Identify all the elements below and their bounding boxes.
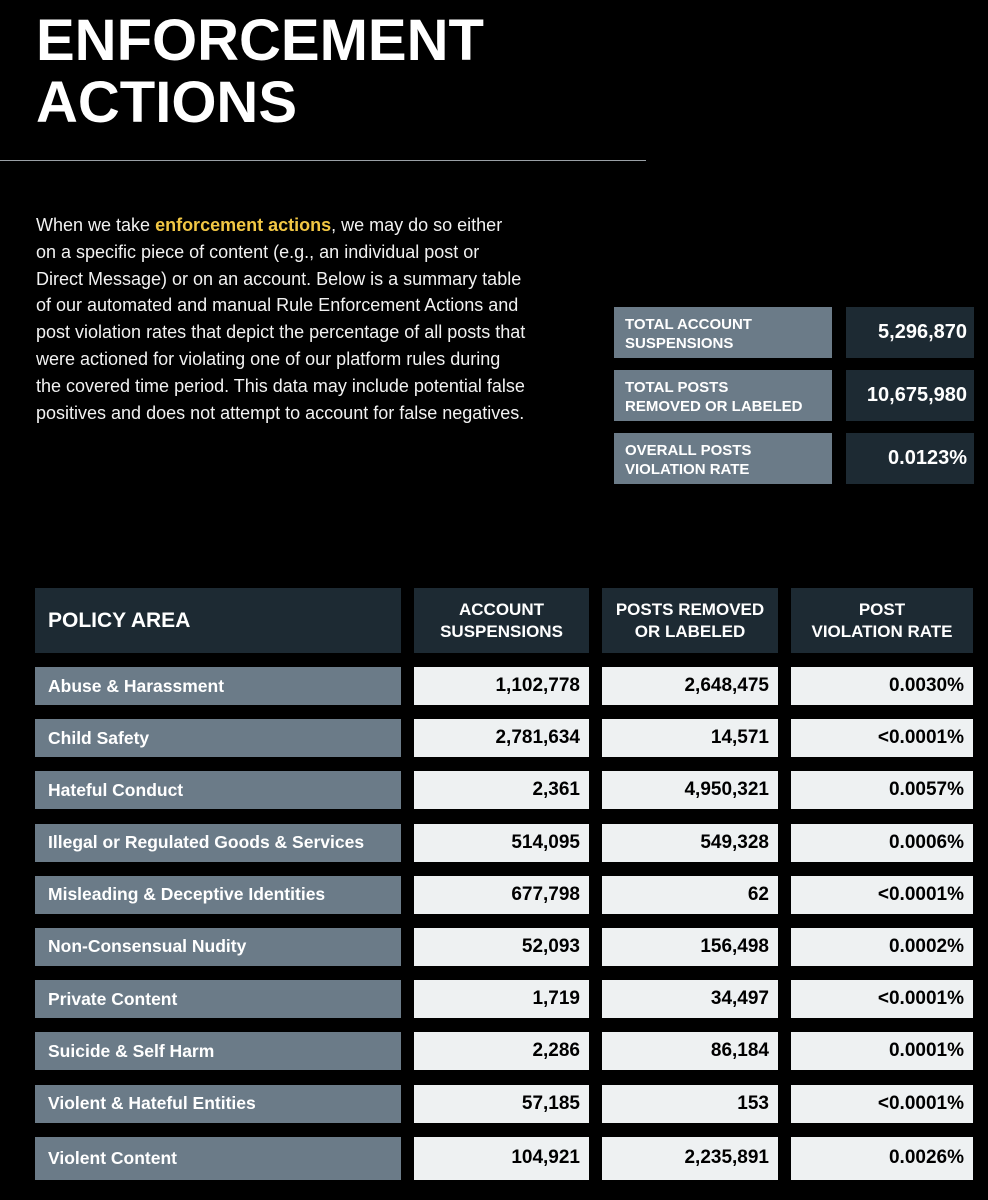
violation-rate-cell: 0.0057% bbox=[791, 771, 973, 809]
violation-rate-cell: 0.0001% bbox=[791, 1032, 973, 1070]
violation-rate-cell: <0.0001% bbox=[791, 876, 973, 914]
header-line: SUSPENSIONS bbox=[440, 621, 563, 641]
table-row bbox=[35, 1032, 975, 1070]
page-title-line1: ENFORCEMENT bbox=[36, 8, 484, 73]
header-line: POST bbox=[858, 599, 906, 619]
posts-removed-cell: 156,498 bbox=[602, 928, 778, 966]
summary-value: 0.0123% bbox=[846, 433, 974, 484]
account-suspensions-cell: 1,719 bbox=[414, 980, 589, 1018]
account-suspensions-cell: 2,286 bbox=[414, 1032, 589, 1070]
table-row bbox=[35, 719, 975, 757]
account-suspensions-cell: 57,185 bbox=[414, 1085, 589, 1123]
violation-rate-cell: <0.0001% bbox=[791, 719, 973, 757]
summary-label bbox=[614, 307, 832, 358]
account-suspensions-cell: 2,361 bbox=[414, 771, 589, 809]
summary-label-line1: TOTAL POSTS bbox=[625, 379, 729, 396]
policy-area-cell: Abuse & Harassment bbox=[35, 667, 401, 705]
posts-removed-cell: 153 bbox=[602, 1085, 778, 1123]
policy-area-cell: Hateful Conduct bbox=[35, 771, 401, 809]
summary-label-line1: TOTAL ACCOUNT bbox=[625, 316, 752, 333]
posts-removed-cell: 62 bbox=[602, 876, 778, 914]
violation-rate-cell: <0.0001% bbox=[791, 1085, 973, 1123]
intro-paragraph bbox=[36, 212, 526, 426]
posts-removed-cell: 4,950,321 bbox=[602, 771, 778, 809]
intro-text-before: When we take bbox=[36, 215, 156, 235]
summary-total-suspensions bbox=[614, 307, 974, 358]
posts-removed-cell: 34,497 bbox=[602, 980, 778, 1018]
posts-removed-cell: 549,328 bbox=[602, 824, 778, 862]
account-suspensions-cell: 514,095 bbox=[414, 824, 589, 862]
violation-rate-cell: 0.0002% bbox=[791, 928, 973, 966]
policy-area-cell: Suicide & Self Harm bbox=[35, 1032, 401, 1070]
header-posts-removed bbox=[602, 588, 778, 653]
violation-rate-cell: <0.0001% bbox=[791, 980, 973, 1018]
account-suspensions-cell: 52,093 bbox=[414, 928, 589, 966]
table-body bbox=[35, 667, 975, 1180]
title-divider bbox=[0, 160, 646, 161]
summary-total-posts-removed bbox=[614, 370, 974, 421]
table-row bbox=[35, 771, 975, 809]
summary-panel bbox=[614, 307, 974, 496]
table-row bbox=[35, 1137, 975, 1180]
posts-removed-cell: 2,235,891 bbox=[602, 1137, 778, 1180]
policy-area-cell: Violent & Hateful Entities bbox=[35, 1085, 401, 1123]
posts-removed-cell: 14,571 bbox=[602, 719, 778, 757]
table-row bbox=[35, 667, 975, 705]
policy-area-cell: Misleading & Deceptive Identities bbox=[35, 876, 401, 914]
account-suspensions-cell: 677,798 bbox=[414, 876, 589, 914]
summary-value: 10,675,980 bbox=[846, 370, 974, 421]
header-violation-rate bbox=[791, 588, 973, 653]
violation-rate-cell: 0.0030% bbox=[791, 667, 973, 705]
summary-label-line2: VIOLATION RATE bbox=[625, 461, 750, 478]
summary-label bbox=[614, 370, 832, 421]
violation-rate-cell: 0.0006% bbox=[791, 824, 973, 862]
table-header bbox=[35, 588, 975, 653]
intro-text-after: , we may do so either on a specific piece of content (e.g., an individual post or Direct Message) or on an account. Below is a summary table of our automated and manual Rule Enforcement Actions and post violation rates that depict the percentage of all posts that were actioned for violating one of our platform rules during the covered time period. This data may include potential false positives and does not attempt to account for false negatives. bbox=[36, 215, 526, 423]
table-row bbox=[35, 824, 975, 862]
policy-area-cell: Violent Content bbox=[35, 1137, 401, 1180]
policy-area-cell: Child Safety bbox=[35, 719, 401, 757]
account-suspensions-cell: 1,102,778 bbox=[414, 667, 589, 705]
table-row bbox=[35, 980, 975, 1018]
account-suspensions-cell: 104,921 bbox=[414, 1137, 589, 1180]
summary-label-line2: SUSPENSIONS bbox=[625, 335, 734, 352]
summary-label bbox=[614, 433, 832, 484]
header-line: VIOLATION RATE bbox=[811, 621, 953, 641]
summary-value: 5,296,870 bbox=[846, 307, 974, 358]
posts-removed-cell: 86,184 bbox=[602, 1032, 778, 1070]
enforcement-table bbox=[35, 588, 975, 1194]
violation-rate-cell: 0.0026% bbox=[791, 1137, 973, 1180]
header-account-suspensions bbox=[414, 588, 589, 653]
page-title bbox=[36, 10, 484, 134]
policy-area-cell: Non-Consensual Nudity bbox=[35, 928, 401, 966]
header-policy-area: POLICY AREA bbox=[35, 588, 401, 653]
posts-removed-cell: 2,648,475 bbox=[602, 667, 778, 705]
table-row bbox=[35, 876, 975, 914]
table-row bbox=[35, 1085, 975, 1123]
header-line: ACCOUNT bbox=[459, 599, 544, 619]
summary-label-line1: OVERALL POSTS bbox=[625, 442, 752, 459]
header-line: POSTS REMOVED bbox=[615, 599, 765, 619]
page-title-line2: ACTIONS bbox=[36, 70, 297, 135]
policy-area-cell: Illegal or Regulated Goods & Services bbox=[35, 824, 401, 862]
summary-label-line2: REMOVED OR LABELED bbox=[625, 398, 803, 415]
summary-violation-rate bbox=[614, 433, 974, 484]
table-row bbox=[35, 928, 975, 966]
policy-area-cell: Private Content bbox=[35, 980, 401, 1018]
enforcement-actions-highlight: enforcement actions bbox=[155, 215, 332, 235]
account-suspensions-cell: 2,781,634 bbox=[414, 719, 589, 757]
header-line: OR LABELED bbox=[634, 621, 746, 641]
